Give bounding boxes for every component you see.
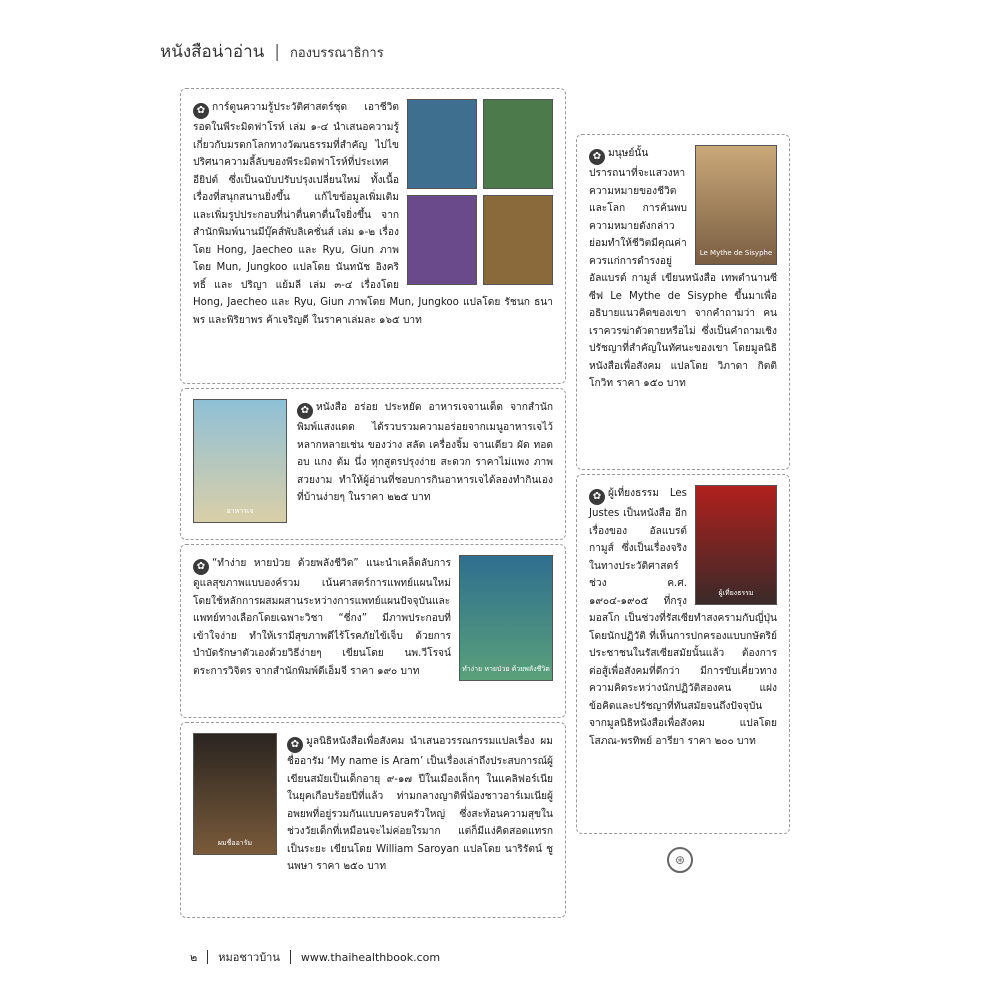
book-cover-justes: ผู้เที่ยงธรรม bbox=[695, 485, 777, 605]
book-covers-pyramid bbox=[407, 99, 553, 285]
page-header: หนังสือน่าอ่าน | กองบรรณาธิการ bbox=[160, 42, 384, 62]
page-number: ๒ bbox=[190, 951, 198, 964]
book-cover bbox=[407, 99, 477, 189]
book-cover bbox=[483, 99, 553, 189]
flower-icon: ✿ bbox=[193, 559, 209, 575]
book-cover-aram: ผมชื่ออารัม bbox=[193, 733, 277, 855]
article-text: การ์ตูนความรู้ประวัติศาสตร์ชุด เอาชีวิตรอดในพีระมิดฟาโรห์ เล่ม ๑-๔ นำเสนอความรู้เกี่ยวกับมรดกโลกทางวัฒนธรรมที่สำคัญ ไปไขปริศนาความลี้ลับของพีระมิดฟาโรห์ที่ประเทศอียิปต์ ซึ่งเป็นฉบับปรับปรุงเปลี่ยนใหม่ ทั้งเนื้อเรื่องที่สนุกสนานยิ่งขึ้น แก้ไขข้อมูลเพิ่มเติม และเพิ่มรูปประกอบที่น่าตื่นตาตื่นใจยิ่งขึ้น จากสำนักพิมพ์นานมีบุ๊คส์พับลิเคชั่นส์ เล่ม ๑-๒ เรื่องโดย Hong, Jaecheo และ Ryu, Giun ภาพโดย Mun, Jungkoo แปลโดย นันทนัช อิงคริทธิ์ และ ปริญา แย้มลี เล่ม ๓-๔ เรื่องโดย Hong, Jaecheo และ Ryu, Giun ภาพโดย Mun, Jungkoo แปลโดย รัชนก ธนาพร และพิริยาพร ค้าเจริญดี ในราคาเล่มละ ๑๖๕ บาท bbox=[193, 102, 553, 326]
magazine-name: หมอชาวบ้าน bbox=[218, 951, 280, 964]
flower-icon: ✿ bbox=[297, 403, 313, 419]
flower-icon: ✿ bbox=[193, 103, 209, 119]
website-url: www.thaihealthbook.com bbox=[300, 951, 441, 964]
article-sisyphe bbox=[576, 134, 790, 470]
article-text: หนังสือ อร่อย ประหยัด อาหารเจจานเด็ด จากสำนักพิมพ์แสงแดด ได้รวบรวมความอร่อยจากเมนูอาหารเจไว้หลากหลายเช่น ของว่าง สลัด เครื่องจิ้ม จานเดียว ผัด ทอด อบ แกง ต้ม นึ่ง ทุกสูตรปรุงง่าย สะดวก ราคาไม่แพง ภาพสวยงาม ทำให้ผู้อ่านที่ชอบการกินอาหารเจได้ลองทำกินเองที่บ้านง่ายๆ ในราคา ๒๒๕ บาท bbox=[297, 402, 553, 503]
book-cover-health: ทำง่าย หายป่วย ด้วยพลังชีวิต bbox=[459, 555, 553, 681]
book-cover bbox=[483, 195, 553, 285]
magazine-logo-icon: ⊛ bbox=[667, 847, 693, 873]
flower-icon: ✿ bbox=[589, 489, 605, 505]
article-health bbox=[180, 544, 566, 718]
page-footer bbox=[190, 948, 440, 966]
article-text: มนุษย์นั้นปรารถนาที่จะแสวงหาความหมายของชีวิตและโลก การค้นพบความหมายดังกล่าวย่อมทำให้ชีวิตมีคุณค่าควรแก่การดำรงอยู่ อัลแบรต์ กามูส์ เขียนหนังสือ เทพตำนานซีซีฟ Le Mythe de Sisyphe ขึ้นมาเพื่ออธิบายแนวคิดของเขา จากคำถามว่า คนเราควรฆ่าตัวตายหรือไม่ ซึ่งเป็นคำถามเชิงปรัชญาที่สำคัญในทัศนะของเขา โดยมูลนิธิหนังสือเพื่อสังคม แปลโดย วิภาดา กิตติโกวิท ราคา ๑๕๐ บาท bbox=[589, 148, 777, 389]
article-pyramid bbox=[180, 88, 566, 384]
article-text: “ทำง่าย หายป่วย ด้วยพลังชีวิต” แนะนำเคล็ดลับการดูแลสุขภาพแบบองค์รวม เน้นศาสตร์การแพทย์แผนใหม่ โดยใช้หลักการผสมผสานระหว่างการแพทย์แผนปัจจุบันและแพทย์ทางเลือกโดยเฉพาะวิชา “ชี่กง” มีภาพประกอบที่เข้าใจง่าย ทำให้เรามีสุขภาพดีไร้โรคภัยไข้เจ็บ ด้วยการบำบัดรักษาตัวเองด้วยวิธีง่ายๆ เขียนโดย นพ.วีโรจน์ ตระการวิจิตร จากสำนักพิมพ์ดีเอ็มจี ราคา ๑๙๐ บาท bbox=[193, 558, 451, 677]
flower-icon: ✿ bbox=[287, 737, 303, 753]
section-subtitle: กองบรรณาธิการ bbox=[290, 46, 384, 61]
book-cover-vegetarian: อาหารเจ bbox=[193, 399, 287, 523]
section-title: หนังสือน่าอ่าน bbox=[160, 42, 265, 62]
article-vegetarian bbox=[180, 388, 566, 540]
article-text: ผู้เที่ยงธรรม Les Justes เป็นหนังสือ อีกเรื่องของ อัลแบรต์ กามูส์ ซึ่งเป็นเรื่องจริงในทางประวัติศาสตร์ช่วง ค.ศ. ๑๙๐๔-๑๙๐๕ ที่กรุงมอสโก เป็นช่วงที่รัสเซียทำสงครามกับญี่ปุ่น โดยนักปฏิวัติ ที่เห็นการปกครองแบบกษัตริย์ประชาชนในรัสเซียสมัยนั้นแล้ว ต้องการต่อสู้เพื่อสังคมที่ดีกว่า มีการขับเคี่ยวทางความคิดระหว่างนักปฏิวัติสองคน แฝงข้อคิดและปรัชญาที่ทันสมัยจนถึงปัจจุบัน จากมูลนิธิหนังสือเพื่อสังคม แปลโดย โสภณ-พรทิพย์ อารียา ราคา ๒๐๐ บาท bbox=[589, 488, 777, 747]
article-aram bbox=[180, 722, 566, 918]
article-justes bbox=[576, 474, 790, 834]
article-text: มูลนิธิหนังสือเพื่อสังคม นำเสนอวรรณกรรมแปลเรื่อง ผมชื่ออารัม ‘My name is Aram’ เป็นเรื่องเล่าถึงประสบการณ์ผู้เขียนสมัยเป็นเด็กอายุ ๙-๑๗ ปีในเมืองเล็กๆ ในแคลิฟอร์เนียในยุคเกือบร้อยปีที่แล้ว ท่ามกลางญาติพี่น้องชาวอาร์เมเนียผู้อพยพที่อยู่รวมกันแบบครอบครัวใหญ่ ซึ่งสะท้อนความสุขในช่วงวัยเด็กที่เหมือนจะไม่ค่อยใรมาก แต่ก็มีแง่คิดสอดแทรกเป็นระยะ เขียนโดย William Saroyan แปลโดย นาริรัตน์ ชูนพษา ราคา ๒๕๐ บาท bbox=[287, 736, 553, 872]
book-cover-sisyphe: Le Mythe de Sisyphe bbox=[695, 145, 777, 265]
flower-icon: ✿ bbox=[589, 149, 605, 165]
book-cover bbox=[407, 195, 477, 285]
